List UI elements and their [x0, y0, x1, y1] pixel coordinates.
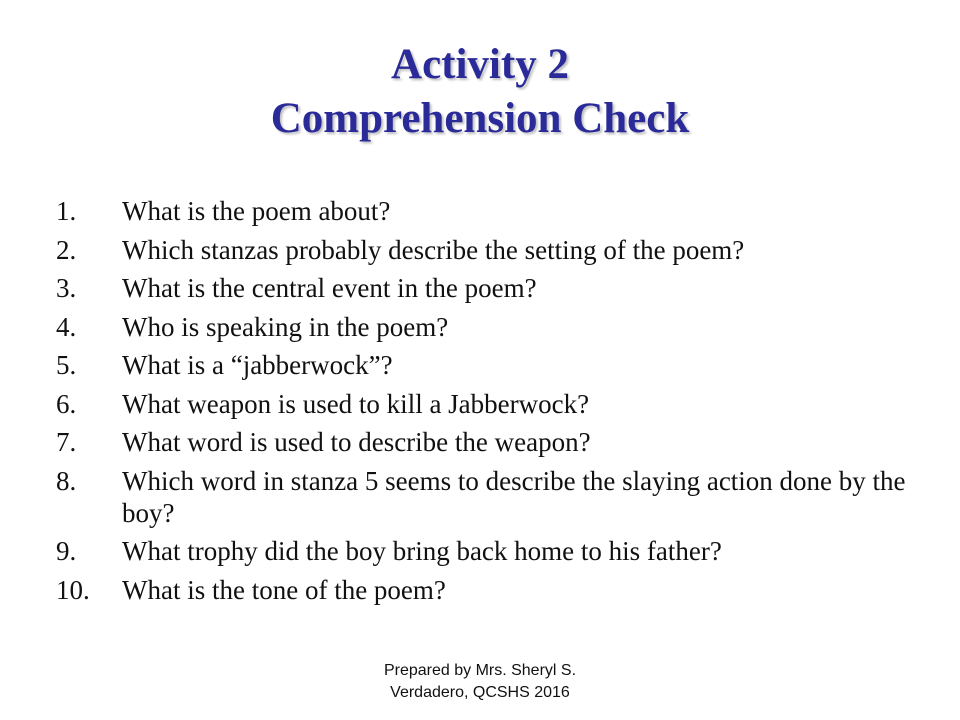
slide-title: [0, 38, 960, 146]
question-item: [56, 426, 936, 458]
question-text: What is the poem about?: [122, 196, 391, 226]
question-text: What is the central event in the poem?: [122, 273, 537, 303]
question-number: 3.: [56, 273, 77, 303]
question-text: Which stanzas probably describe the setting of the poem?: [122, 234, 745, 265]
question-number: 2.: [56, 234, 77, 265]
question-number: 10.: [56, 574, 90, 605]
question-list: [56, 195, 936, 612]
question-text: Who is speaking in the poem?: [122, 311, 449, 342]
title-line-1: Activity 2: [391, 41, 569, 88]
footer-line-1: Prepared by Mrs. Sheryl S.: [383, 662, 577, 679]
question-text: What is a “jabberwock”?: [122, 350, 393, 380]
question-item: [56, 535, 936, 567]
question-item: [56, 272, 936, 304]
footer-credit: [340, 660, 620, 704]
question-item: [56, 234, 936, 266]
question-text: What trophy did the boy bring back home to his father?: [122, 536, 722, 566]
question-item: [56, 195, 936, 227]
question-number: 4.: [56, 311, 77, 342]
question-item: [56, 311, 936, 343]
question-number: 6.: [56, 388, 77, 419]
question-number: 1.: [56, 196, 77, 226]
question-text: What word is used to describe the weapon?: [122, 427, 591, 457]
question-text: Which word in stanza 5 seems to describe the slaying action done by the boy?: [122, 465, 906, 528]
question-number: 9.: [56, 536, 77, 566]
question-number: 8.: [56, 465, 77, 496]
question-number: 5.: [56, 350, 77, 380]
question-item: [56, 349, 936, 381]
question-item: [56, 388, 936, 420]
question-text: What weapon is used to kill a Jabberwock?: [122, 388, 590, 419]
question-text: What is the tone of the poem?: [122, 574, 446, 605]
question-item: [56, 465, 936, 529]
question-number: 7.: [56, 427, 77, 457]
question-item: [56, 574, 936, 606]
title-line-2: Comprehension Check: [270, 95, 690, 142]
footer-line-2: Verdadero, QCSHS 2016: [390, 684, 570, 701]
